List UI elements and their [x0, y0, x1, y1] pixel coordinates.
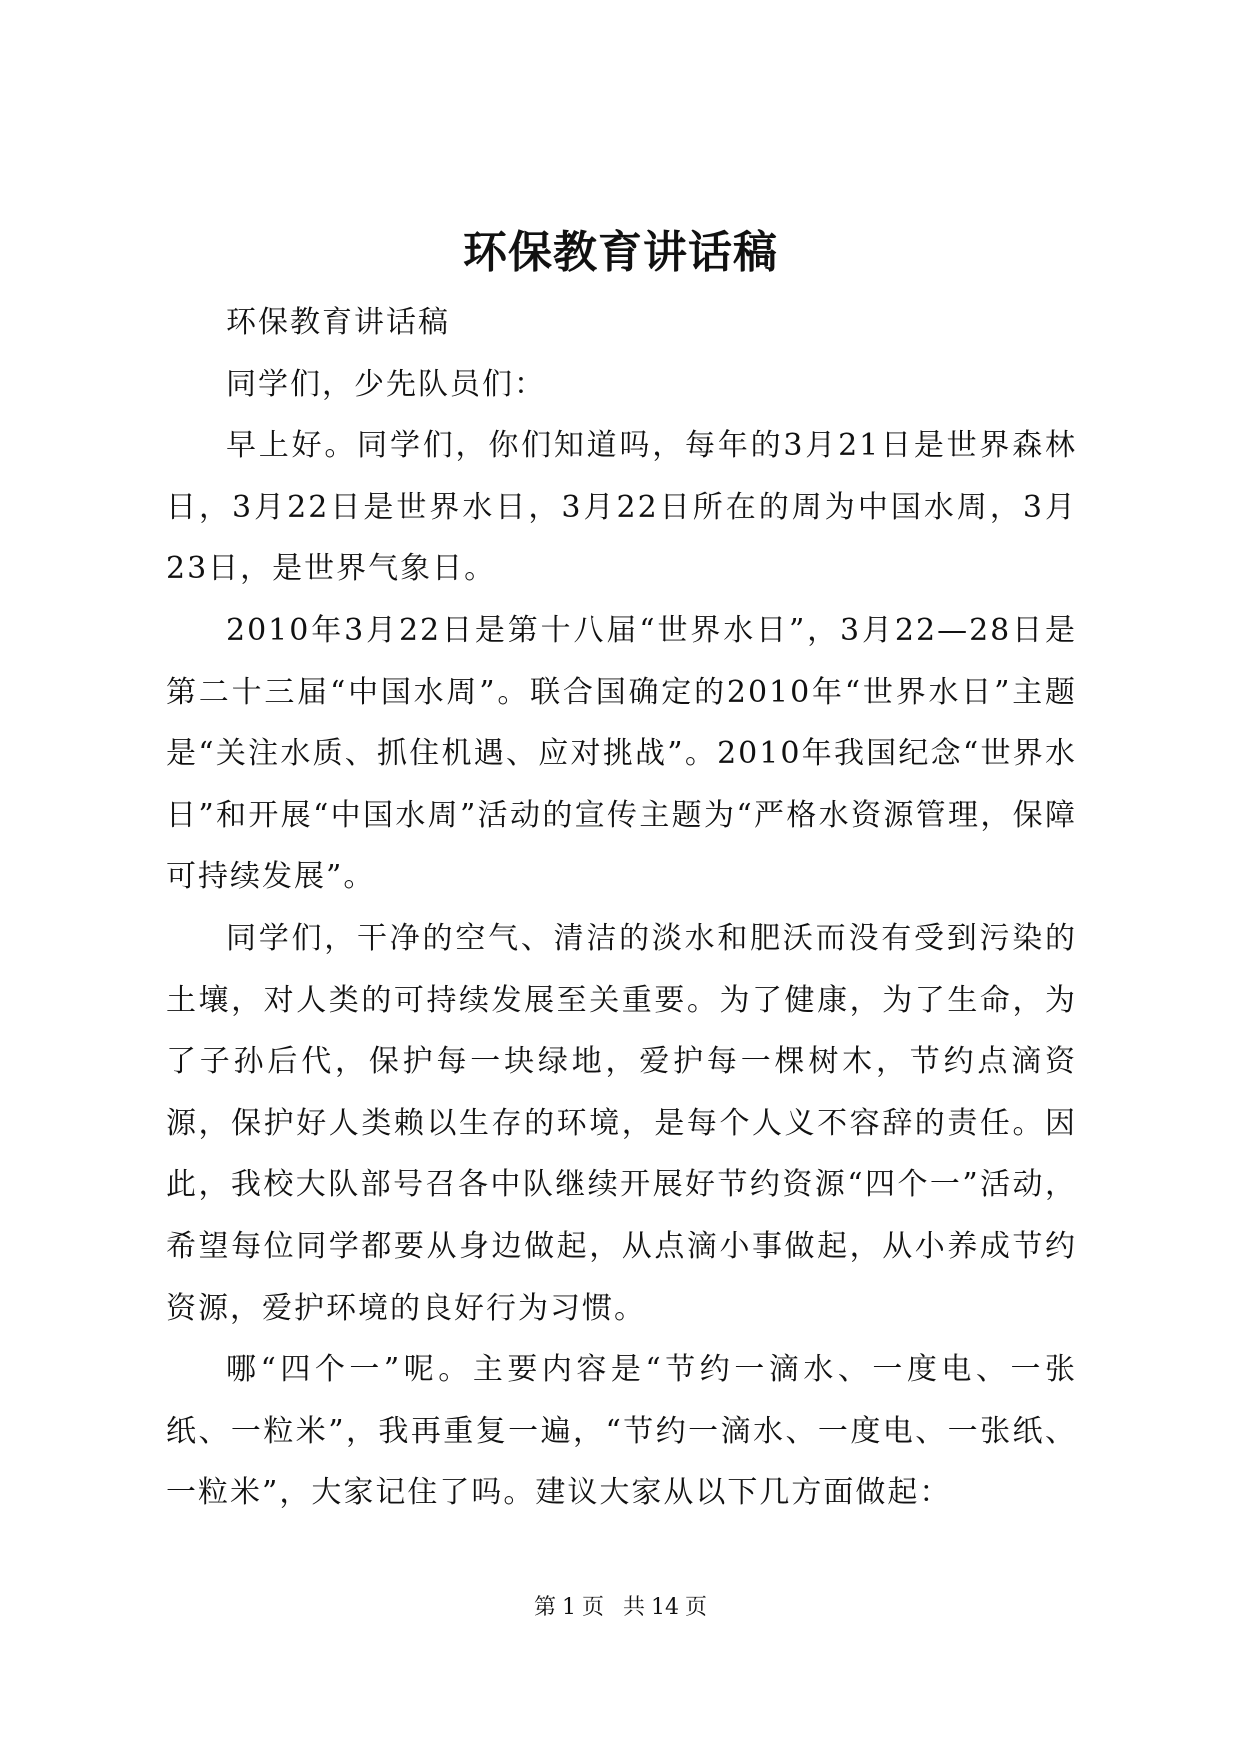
paragraph-intro: 早上好。同学们，你们知道吗，每年的3月21日是世界森林日，3月22日是世界水日，3月22日所在的周为中国水周，3月23日，是世界气象日。 [166, 428, 1077, 587]
paragraph-water-day: 2010年3月22日是第十八届“世界水日”，3月22—28日是第二十三届“中国水周”。联合国确定的2010年“世界水日”主题是“关注水质、抓住机遇、应对挑战”。2010年我国纪念“世界水日”和开展“中国水周”活动的宣传主题为“严格水资源管理，保障可持续发展”。 [166, 612, 1077, 895]
document-body [166, 292, 1077, 1524]
page-footer [0, 1590, 1241, 1626]
page-indicator [531, 1595, 607, 1620]
page-number: 1 [561, 1595, 576, 1620]
total-pages-indicator [620, 1595, 710, 1620]
total-prefix: 共 [623, 1595, 646, 1620]
paragraph-four-ones: 哪“四个一”呢。主要内容是“节约一滴水、一度电、一张纸、一粒米”，我再重复一遍，“节约一滴水、一度电、一张纸、一粒米”，大家记住了吗。建议大家从以下几方面做起： [166, 1352, 1077, 1511]
paragraph-environment: 同学们，干净的空气、清洁的淡水和肥沃而没有受到污染的土壤，对人类的可持续发展至关重要。为了健康，为了生命，为了子孙后代，保护每一块绿地，爱护每一棵树木，节约点滴资源，保护好人类赖以生存的环境，是每个人义不容辞的责任。因此，我校大队部号召各中队继续开展好节约资源“四个一”活动，希望每位同学都要从身边做起，从点滴小事做起，从小养成节约资源，爱护环境的良好行为习惯。 [166, 920, 1077, 1326]
total-pages: 14 [651, 1595, 680, 1620]
paragraph-greeting: 同学们，少先队员们： [226, 366, 546, 402]
total-suffix: 页 [685, 1595, 708, 1620]
paragraph-subtitle: 环保教育讲话稿 [226, 305, 450, 340]
document-title: 环保教育讲话稿 [463, 227, 778, 278]
page-label-suffix: 页 [581, 1595, 604, 1620]
page-label-prefix: 第 [533, 1595, 556, 1620]
